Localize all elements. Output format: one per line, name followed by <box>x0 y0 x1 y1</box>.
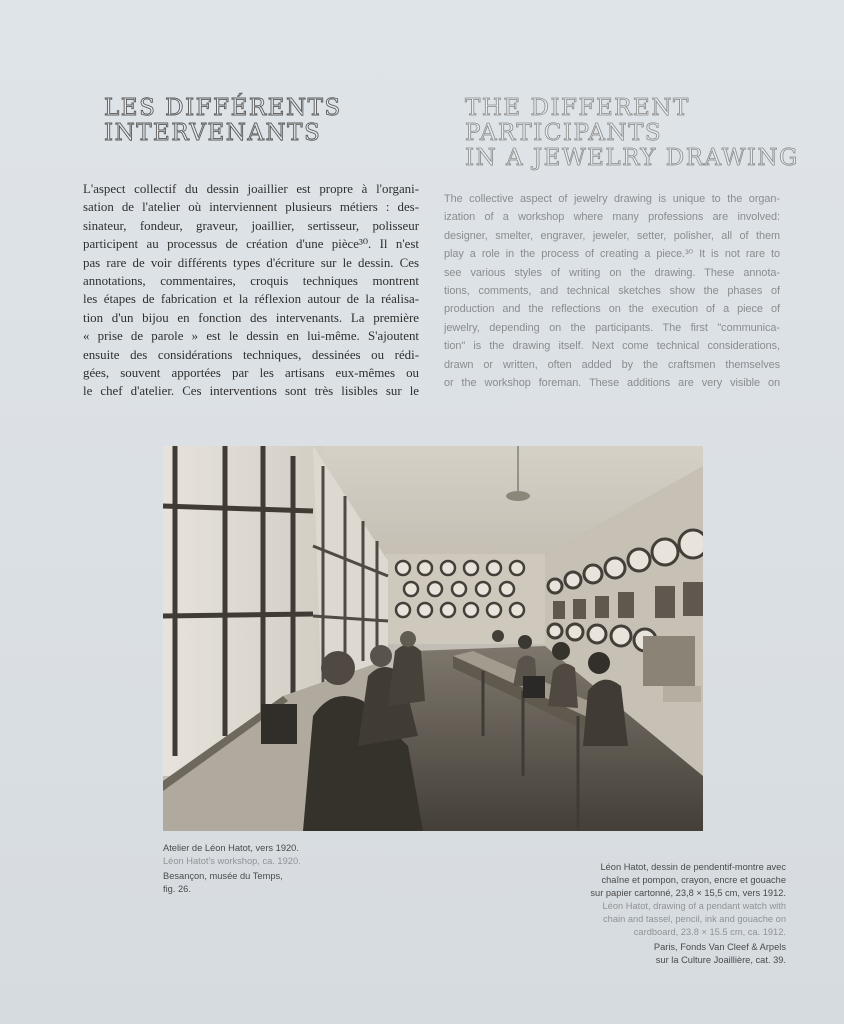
heading-line: LES DIFFÉRENTS <box>104 95 342 121</box>
text-line: sinateur, fondeur, graveur, joaillier, sertisseur, polisseur <box>83 218 419 233</box>
heading-line: INTERVENANTS <box>104 120 322 146</box>
text-line: pas rare de voir différents types d'écriture sur le dessin. Ces <box>83 255 419 270</box>
text-line: tion" is the drawing itself. Next come technical considerations, <box>444 340 780 353</box>
workshop-photograph <box>163 446 703 831</box>
caption-french-line: Léon Hatot, dessin de pendentif-montre avec <box>600 862 786 872</box>
text-line: or the workshop foreman. These additions are very visible on <box>444 377 780 390</box>
drawing-caption <box>590 861 786 967</box>
text-line: production and the reflections on the execution of a piece of <box>444 303 780 316</box>
heading-english <box>465 96 799 171</box>
caption-english-line: cardboard, 23.8 × 15.5 cm, ca. 1912. <box>633 927 786 937</box>
caption-english-line: chain and tassel, pencil, ink and gouache on <box>603 914 786 924</box>
caption-figure: fig. 26. <box>163 884 191 894</box>
text-line: see various styles of writing on the drawing. These annota- <box>444 266 780 279</box>
heading-line: PARTICIPANTS <box>465 120 663 146</box>
caption-english-line: Léon Hatot, drawing of a pendant watch with <box>602 901 786 911</box>
text-line: drawn or written, often added by the craftsmen themselves <box>444 358 780 371</box>
text-line: jewelry, depending on the participants. The first "communica- <box>444 321 780 334</box>
text-line: sation de l'atelier où interviennent plusieurs métiers : des- <box>83 200 419 215</box>
text-line: les étapes de fabrication et la réflexion autour de la réalisa- <box>83 292 419 307</box>
heading-line: IN A JEWELRY DRAWING <box>465 145 799 171</box>
body-text-english <box>444 190 780 392</box>
heading-french <box>104 96 342 146</box>
caption-english: Léon Hatot's workshop, ca. 1920. <box>163 856 301 866</box>
text-line: play a role in the process of creating a piece.³⁰ It is not rare to <box>444 248 780 261</box>
body-text-french <box>83 180 419 401</box>
text-line: le chef d'atelier. Ces interventions sont très lisibles sur le <box>83 384 419 399</box>
text-line: « prise de parole » est le dessin en lui-même. S'ajoutent <box>83 329 419 344</box>
text-line: designer, smelter, engraver, jeweler, setter, polisher, all of them <box>444 229 780 242</box>
caption-french-line: sur papier cartonné, 23,8 × 15,5 cm, vers 1912. <box>590 888 786 898</box>
caption-french-line: chaîne et pompon, crayon, encre et gouache <box>601 875 786 885</box>
text-line: L'aspect collectif du dessin joaillier est propre à l'organi- <box>83 182 419 196</box>
text-line: tion d'un bijou en fonction des intervenants. La première <box>83 310 419 325</box>
caption-french: Atelier de Léon Hatot, vers 1920. <box>163 843 299 853</box>
text-line: gées, souvent apportées par les artisans eux-mêmes ou <box>83 366 419 381</box>
caption-source: Besançon, musée du Temps, <box>163 871 283 881</box>
caption-source-line: sur la Culture Joaillière, cat. 39. <box>655 955 786 965</box>
text-line: tions, comments, and technical sketches show the phases of <box>444 285 780 298</box>
caption-source-line: Paris, Fonds Van Cleef & Arpels <box>653 942 786 952</box>
text-line: participent au processus de création d'une pièce³⁰. Il n'est <box>83 237 419 252</box>
text-line: ensuite des considérations techniques, dessinées ou rédi- <box>83 347 419 362</box>
text-line: The collective aspect of jewelry drawing is unique to the organ- <box>444 193 780 205</box>
photo-caption <box>163 842 301 896</box>
heading-line: THE DIFFERENT <box>465 95 690 121</box>
text-line: ization of a workshop where many professions are involved: <box>444 211 780 224</box>
text-line: annotations, commentaires, croquis techniques montrent <box>83 274 419 289</box>
